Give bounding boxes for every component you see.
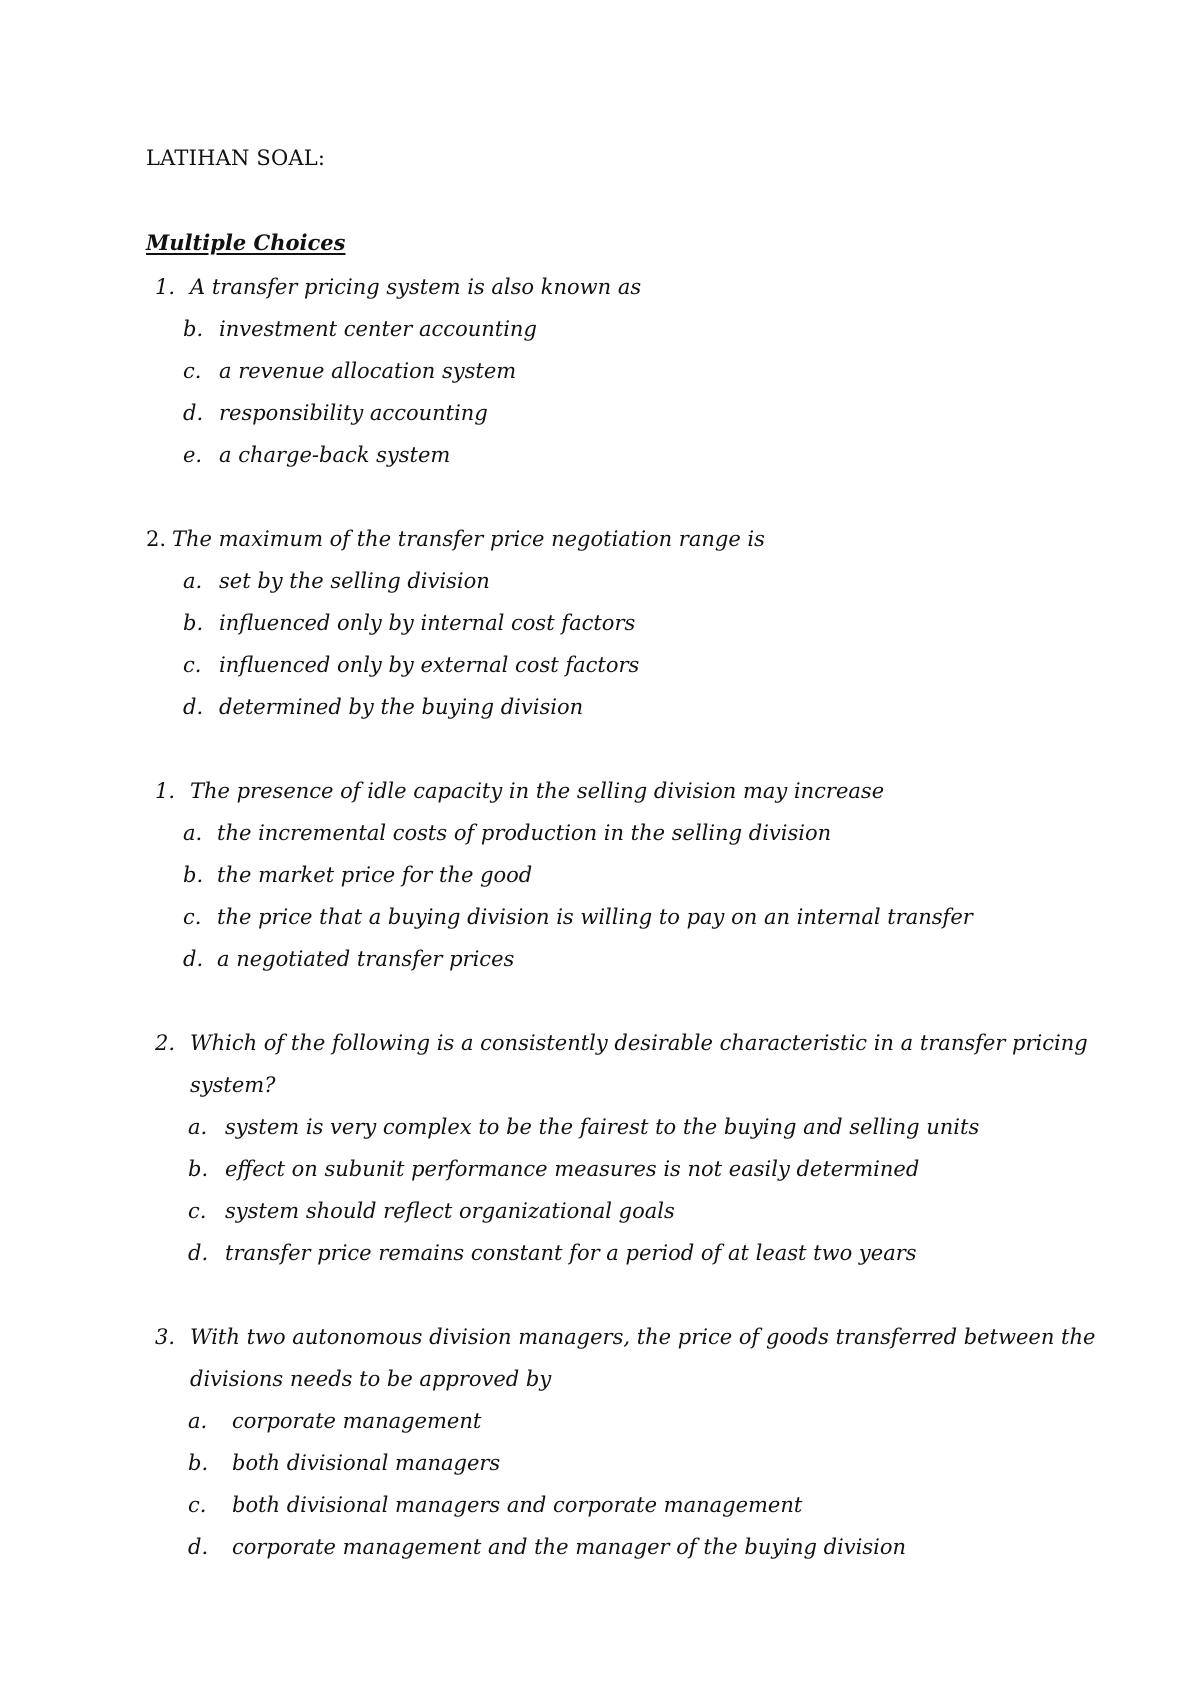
option-text: a revenue allocation system: [219, 359, 517, 383]
option-text: the incremental costs of production in the selling division: [217, 821, 832, 845]
question-number: 1.: [155, 275, 176, 299]
option-letter: c.: [183, 905, 202, 929]
option-text: influenced only by internal cost factors: [219, 611, 636, 635]
option-letter: c.: [188, 1199, 207, 1223]
question-text-line-2: system?: [190, 1073, 276, 1097]
option-text: set by the selling division: [219, 569, 490, 593]
option-text: corporate management: [232, 1409, 482, 1433]
document-title: LATIHAN SOAL:: [146, 146, 326, 170]
section-heading: Multiple Choices: [146, 230, 346, 255]
option-text: the price that a buying division is willing to pay on an internal transfer: [217, 905, 973, 929]
option-text: corporate management and the manager of the buying division: [232, 1535, 906, 1559]
option-text: system should reflect organizational goals: [225, 1199, 675, 1223]
option-letter: c.: [188, 1493, 207, 1517]
option-text: determined by the buying division: [219, 695, 584, 719]
question-number: 2.: [146, 527, 167, 551]
option-text: the market price for the good: [217, 863, 533, 887]
option-letter: c.: [183, 359, 202, 383]
option-text: effect on subunit performance measures is not easily determined: [225, 1157, 920, 1181]
option-text: a negotiated transfer prices: [217, 947, 515, 971]
option-letter: a.: [188, 1115, 208, 1139]
option-text: responsibility accounting: [219, 401, 488, 425]
question-text-line-2: divisions needs to be approved by: [190, 1367, 552, 1391]
option-text: a charge-back system: [219, 443, 451, 467]
question-text-line-1: With two autonomous division managers, the price of goods transferred between the: [190, 1325, 1096, 1349]
question-text-line-1: Which of the following is a consistently desirable characteristic in a transfer pricing: [190, 1031, 1088, 1055]
option-letter: c.: [183, 653, 202, 677]
option-letter: d.: [188, 1241, 209, 1265]
question-number: 1.: [155, 779, 176, 803]
option-letter: d.: [188, 1535, 209, 1559]
option-letter: b.: [188, 1451, 209, 1475]
option-text: investment center accounting: [219, 317, 537, 341]
question-text: The maximum of the transfer price negotiation range is: [172, 527, 765, 551]
option-letter: d.: [183, 401, 204, 425]
option-letter: d.: [183, 947, 204, 971]
question-text: A transfer pricing system is also known as: [190, 275, 642, 299]
option-text: system is very complex to be the fairest to the buying and selling units: [225, 1115, 980, 1139]
option-text: influenced only by external cost factors: [219, 653, 640, 677]
option-letter: b.: [183, 611, 204, 635]
option-letter: d.: [183, 695, 204, 719]
question-number: 3.: [155, 1325, 176, 1349]
option-text: transfer price remains constant for a period of at least two years: [225, 1241, 917, 1265]
option-letter: a.: [183, 569, 203, 593]
option-letter: a.: [188, 1409, 208, 1433]
question-number: 2.: [155, 1031, 176, 1055]
question-text: The presence of idle capacity in the selling division may increase: [190, 779, 885, 803]
option-letter: a.: [183, 821, 203, 845]
option-letter: b.: [183, 317, 204, 341]
option-text: both divisional managers and corporate management: [232, 1493, 803, 1517]
option-letter: e.: [183, 443, 203, 467]
option-letter: b.: [188, 1157, 209, 1181]
option-text: both divisional managers: [232, 1451, 501, 1475]
option-letter: b.: [183, 863, 204, 887]
